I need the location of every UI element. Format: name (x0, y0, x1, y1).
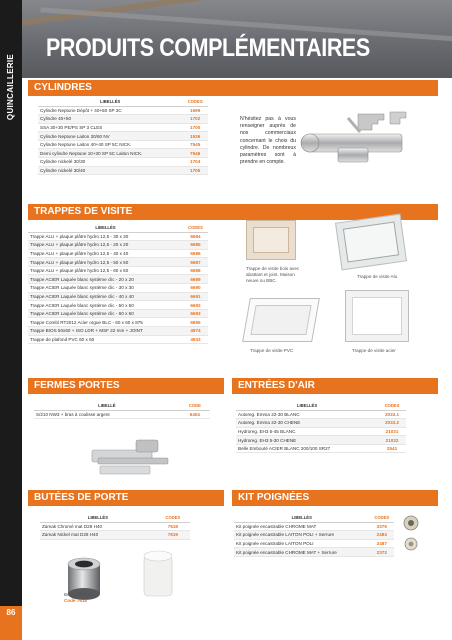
row-label: Trappe ACIER Laquée blanc système clic - 30 x 30 (28, 284, 183, 293)
table-row (34, 410, 210, 419)
steel-hatch-image (345, 290, 409, 342)
page-number: 86 (6, 608, 16, 617)
row-code: 2541 (378, 444, 406, 453)
col-code: CODES (182, 98, 208, 106)
table-row (40, 522, 190, 531)
row-code: 1536 (182, 132, 208, 141)
row-label: Cylindre nickelé 30/30 (38, 158, 182, 167)
row-label: Trappe ACIER Laquée blanc système clic - 50 x 50 (28, 301, 183, 310)
table-row (236, 410, 406, 419)
row-label: Kit poignée encastrable LAITON POLI (234, 539, 370, 548)
row-code: 1705 (182, 166, 208, 175)
row-label: Hydroreg. EH3 5-45 BLANC (236, 427, 378, 436)
row-label: Belle Embouté ACIER BLANC 200/100 SR27 (236, 444, 378, 453)
cylinder-lock-image (298, 108, 418, 170)
table-row (28, 284, 208, 293)
section-trappes-heading: TRAPPES DE VISITE (28, 204, 438, 220)
table-row (38, 115, 208, 124)
table-row (38, 106, 208, 115)
section-entrees-air-heading: ENTRÉES D'AIR (232, 378, 438, 394)
table-row (236, 444, 406, 453)
entrees-air-table (236, 402, 406, 453)
col-code: CODES (378, 402, 406, 410)
row-label: Trappe ALU + plaque plâtre hydro 12,5 - 60 x 60 (28, 266, 183, 275)
row-code: 7545 (182, 140, 208, 149)
row-code: 7618 (156, 522, 190, 531)
table-row (234, 539, 394, 548)
table-row (28, 292, 208, 301)
table-row (28, 301, 208, 310)
table-row (28, 275, 208, 284)
row-code: 1700 (182, 123, 208, 132)
table-row (28, 318, 208, 327)
recessed-pull-image (398, 514, 424, 556)
row-label: Trappe ALU + plaque plâtre hydro 12,5 - 40 x 40 (28, 249, 183, 258)
col-code: CODES (183, 224, 208, 232)
section-cylindres-heading: CYLINDRES (28, 80, 438, 96)
row-code: 6690 (183, 284, 208, 293)
white-door-stop-image (138, 546, 178, 604)
pvc-hatch-image (242, 298, 320, 342)
row-code: 6688 (183, 266, 208, 275)
table-row (28, 327, 208, 336)
cylindres-note: N'hésitez pas à vous renseigner auprès de nos commerciaux concernant le choix du cylindre. De nombreux paramètres sont à prendre en compte. (240, 116, 296, 166)
table-row (236, 427, 406, 436)
col-label: LIBELLÉS (236, 402, 378, 410)
row-label: Cylindre Neptune Laiton 40+40 SP 5C NICK. (38, 140, 182, 149)
butees-table (40, 514, 190, 540)
row-code: 1699 (182, 106, 208, 115)
wood-hatch-image (246, 220, 296, 260)
table-row (40, 531, 190, 540)
row-code: 6693 (183, 309, 208, 318)
row-code: 2484 (370, 531, 394, 540)
row-label: SSA 30+30 PE/PS SP 3 CLES (38, 123, 182, 132)
door-closer-image (90, 436, 170, 480)
alu-hatch-caption: Trappe de visite Alu (357, 274, 398, 279)
row-code: 6685 (183, 241, 208, 250)
col-label: LIBELLÉS (38, 98, 182, 106)
table-row (28, 249, 208, 258)
row-code: 6691 (183, 292, 208, 301)
row-label: Trappe ALU + plaque plâtre hydro 12,5 - 20 x 20 (28, 241, 183, 250)
row-code: 6687 (183, 258, 208, 267)
row-code: 2033.1 (378, 410, 406, 419)
section-kit-poignees-heading: KIT POIGNÉES (232, 490, 438, 506)
side-label: QUINCAILLERIE (6, 53, 15, 121)
table-row (38, 149, 208, 158)
row-code: 2372 (370, 548, 394, 557)
row-label: Zamak Chromé mat D28 H40 (40, 522, 156, 531)
table-row (234, 531, 394, 540)
butee-caption-code: Code 7618 (64, 598, 87, 603)
row-code: 21031 (378, 427, 406, 436)
row-code: 4933 (183, 335, 208, 344)
col-label: LIBELLÉS (40, 514, 156, 522)
wood-hatch-caption: Trappe de visite bois avec abattant et joint. Maison neuve ou BBC. (246, 266, 300, 283)
row-code: 6684 (183, 232, 208, 241)
alu-hatch-image (335, 214, 407, 271)
col-code: CODES (156, 514, 190, 522)
row-code: 7546 (182, 149, 208, 158)
col-label: LIBELLÉS (234, 514, 370, 522)
table-row (28, 335, 208, 344)
table-row (38, 140, 208, 149)
table-row (38, 123, 208, 132)
col-code: CODE (180, 402, 210, 410)
col-label: LIBELLÉ (34, 402, 180, 410)
row-label: Cylindre Neptune Laiton 30/60 NV (38, 132, 182, 141)
table-row (234, 548, 394, 557)
row-label: Trappe ALU + plaque plâtre hydro 12,5 - 50 x 50 (28, 258, 183, 267)
row-code: 4974 (183, 327, 208, 336)
row-code: 6686 (183, 249, 208, 258)
trappes-table (28, 224, 208, 344)
row-label: Kit poignée encastrable LAITON POLI + Serrure (234, 531, 370, 540)
row-label: Trappe BIOS 50x50 + ISO LDR + MSF 22 mm + JOINT (28, 327, 183, 336)
row-code: 1702 (182, 115, 208, 124)
fermes-portes-table (34, 402, 210, 419)
row-label: Trappe ALU + plaque plâtre hydro 12,5 - 30 x 30 (28, 232, 183, 241)
steel-hatch-caption: Trappe de visite acier (352, 348, 396, 353)
row-code: 6695 (183, 318, 208, 327)
table-row (28, 241, 208, 250)
row-label: Kit poignée encastrable CHROME MAT (234, 522, 370, 531)
table-row (28, 232, 208, 241)
row-label: Cylindre Neptune Dépôt + 40+50 SP 3C (38, 106, 182, 115)
page-title: PRODUITS COMPLÉMENTAIRES (46, 34, 370, 62)
row-label: Trappe ACIER Laquée blanc système clic - 60 x 60 (28, 309, 183, 318)
row-code: 2487 (370, 539, 394, 548)
table-row (38, 166, 208, 175)
table-row (236, 419, 406, 428)
row-label: Trappe de plafond PVC 60 x 60 (28, 335, 183, 344)
butee-caption (64, 592, 124, 604)
row-code: 7619 (156, 531, 190, 540)
row-code: 6404 (180, 410, 210, 419)
row-code: 6689 (183, 275, 208, 284)
row-label: Trappe ACIER Laquée blanc système clic - 40 x 40 (28, 292, 183, 301)
table-row (38, 158, 208, 167)
row-code: 6692 (183, 301, 208, 310)
pvc-hatch-caption: Trappe de visite PVC (250, 348, 294, 353)
row-label: Autoreg. Emma 22-30 BLANC (236, 410, 378, 419)
section-butees-heading: BUTÉES DE PORTE (28, 490, 224, 506)
table-row (28, 309, 208, 318)
cylindres-table (38, 98, 208, 175)
table-row (28, 258, 208, 267)
section-fermes-portes-heading: FERMES PORTES (28, 378, 224, 394)
row-label: Cylindre 40+50 (38, 115, 182, 124)
row-label: Trappe Combl RT2012 Acier orgue BLC - 60 x 60 x 875 (28, 318, 183, 327)
row-label: Hydroreg. EH3 5-30 CHENE (236, 436, 378, 445)
row-label: Zamak Nickel mat D28 H40 (40, 531, 156, 540)
table-row (38, 132, 208, 141)
row-code: 21032 (378, 436, 406, 445)
table-row (234, 522, 394, 531)
table-row (28, 266, 208, 275)
row-label: Kit poignée encastrable CHROME MAT + Serrure (234, 548, 370, 557)
row-label: Trappe ACIER Laquée blanc système clic - 20 x 20 (28, 275, 183, 284)
kit-poignees-table (234, 514, 394, 557)
row-label: Cylindre nickelé 30/40 (38, 166, 182, 175)
row-code: 1704 (182, 158, 208, 167)
row-code: 2033.2 (378, 419, 406, 428)
table-row (236, 436, 406, 445)
butee-caption-text: Butée chromé (64, 592, 93, 597)
col-label: LIBELLÉS (28, 224, 183, 232)
row-code: 3376 (370, 522, 394, 531)
row-label: Autoreg. Emma 22-30 CHENE (236, 419, 378, 428)
row-label: S/210 NW3 + bras à coulisse argent (34, 410, 180, 419)
row-label: Demi cylindre Neptune 10+30 SP 5C Laiton NICK. (38, 149, 182, 158)
col-code: CODES (370, 514, 394, 522)
